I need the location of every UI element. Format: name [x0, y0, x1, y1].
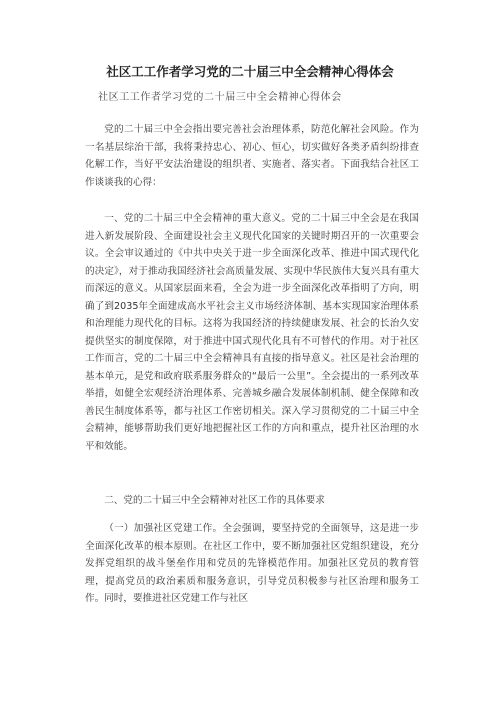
document-subtitle: 社区工工作者学习党的二十届三中全会精神心得体会	[98, 92, 342, 103]
section-2-heading: 二、党的二十届三中全会精神对社区工作的具体要求	[104, 495, 325, 506]
paragraph-section-2-1: （一）加强社区党建工作。全会强调，要坚持党的全面领导，这是进一步全面深化改革的根本原则。在社区工作中，要不断加强社区党组织建设，充分发挥党组织的战斗堡垒作用和党员的先锋模范作用。加强社区党员的教育管理，提高党员的政治素质和服务意识，引导党员积极参与社区治理和服务工作。同时，要推进社区党建工作与社区	[85, 523, 419, 604]
paragraph-intro: 党的二十届三中全会指出要完善社会治理体系，防范化解社会风险。作为一名基层综治干部，我将秉持忠心、初心、恒心，切实做好各类矛盾纠纷排查化解工作，当好平安法治建设的组织者、实施者、落实者。下面我结合社区工作谈谈我的心得：	[85, 124, 419, 188]
document-title: 社区工工作者学习党的二十届三中全会精神心得体会	[106, 64, 394, 79]
paragraph-section-1: 一、党的二十届三中全会精神的重大意义。党的二十届三中全会是在我国进入新发展阶段、全面建设社会主义现代化国家的关键时期召开的一次重要会议。全会审议通过的《中共中央关于进一步全面深化改革、推进中国式现代化的决定》，对于推动我国经济社会高质量发展、实现中华民族伟大复兴具有重大而深远的意义。从国家层面来看，全会为进一步全面深化改革指明了方向，明确了到2035年全面建成高水平社会主义市场经济体制、基本实现国家治理体系和治理能力现代化的目标。这将为我国经济的持续健康发展、社会的长治久安提供坚实的制度保障，对于推进中国式现代化具有不可替代的作用。对于社区工作而言，党的二十届三中全会精神具有直接的指导意义。社区是社会治理的基本单元，是党和政府联系服务群众的“最后一公里”。全会提出的一系列改革举措，如健全宏观经济治理体系、完善城乡融合发展体制机制、健全保障和改善民生制度体系等，都与社区工作密切相关。深入学习贯彻党的二十届三中全会精神，能够帮助我们更好地把握社区工作的方向和重点，提升社区治理的水平和效能。	[85, 213, 419, 452]
